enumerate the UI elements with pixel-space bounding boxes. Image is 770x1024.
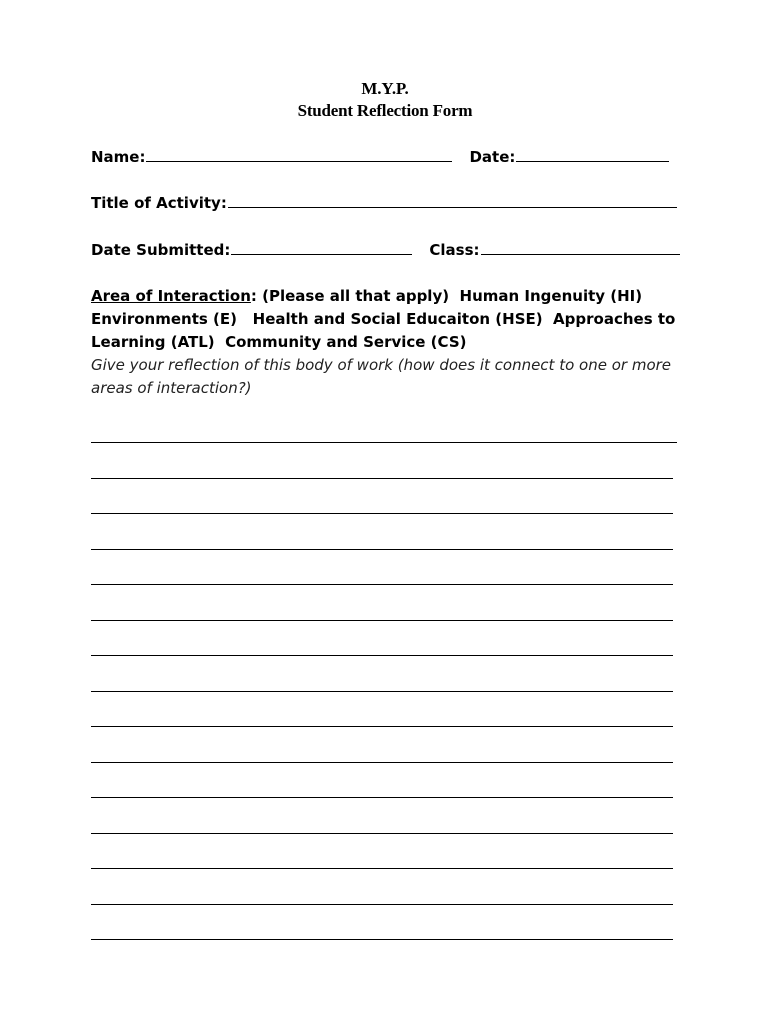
- area-line-1: [91, 285, 691, 308]
- writing-line[interactable]: [91, 868, 673, 869]
- activity-label: Title of Activity:: [91, 194, 227, 212]
- class-field[interactable]: [481, 239, 680, 255]
- writing-line[interactable]: [91, 478, 673, 479]
- area-of-interaction-section: [91, 285, 691, 400]
- area-line-3: Learning (ATL) Community and Service (CS): [91, 333, 467, 351]
- area-line-2: Environments (E) Health and Social Educaiton (HSE) Approaches to: [91, 310, 676, 328]
- date-label: Date:: [469, 148, 516, 166]
- submitted-field[interactable]: [231, 239, 412, 255]
- writing-line[interactable]: [91, 442, 677, 443]
- reflection-prompt-line-1: Give your reflection of this body of work (how does it connect to one or more: [91, 356, 672, 374]
- writing-line[interactable]: [91, 655, 673, 656]
- writing-line[interactable]: [91, 513, 673, 514]
- submitted-class-row: [91, 239, 680, 262]
- activity-row: [91, 192, 677, 215]
- writing-line[interactable]: [91, 726, 673, 727]
- form-title: M.Y.P.: [361, 79, 409, 98]
- writing-line[interactable]: [91, 691, 673, 692]
- name-label: Name:: [91, 148, 146, 166]
- writing-line[interactable]: [91, 620, 673, 621]
- writing-line[interactable]: [91, 833, 673, 834]
- submitted-label: Date Submitted:: [91, 241, 231, 259]
- writing-line[interactable]: [91, 762, 673, 763]
- name-date-row: [91, 146, 669, 169]
- name-field[interactable]: [146, 146, 452, 162]
- date-field[interactable]: [516, 146, 669, 162]
- writing-line[interactable]: [91, 797, 673, 798]
- writing-line[interactable]: [91, 549, 673, 550]
- form-subtitle: Student Reflection Form: [297, 101, 473, 120]
- writing-line[interactable]: [91, 584, 673, 585]
- writing-line[interactable]: [91, 904, 673, 905]
- reflection-prompt-line-2: areas of interaction?): [91, 379, 252, 397]
- area-label: Area of Interaction: [91, 287, 251, 305]
- writing-line[interactable]: [91, 939, 673, 940]
- area-instruction: : (Please all that apply) Human Ingenuity (HI): [250, 287, 643, 305]
- class-label: Class:: [429, 241, 480, 259]
- activity-field[interactable]: [228, 192, 677, 208]
